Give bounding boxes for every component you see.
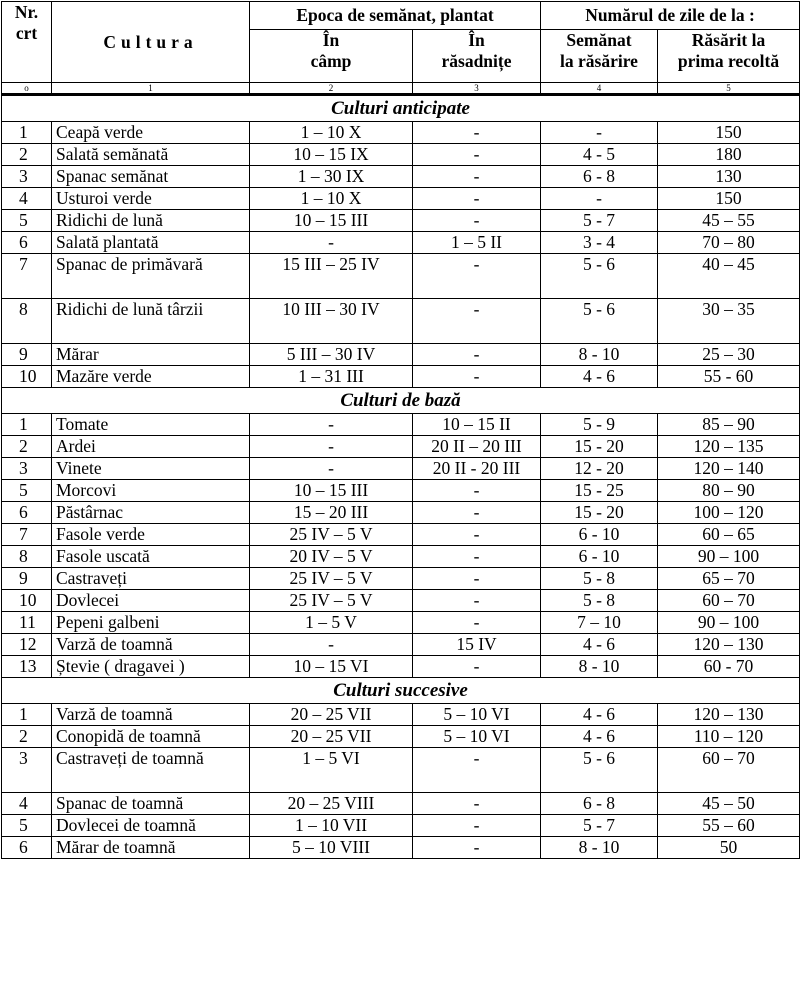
cell-semanat-rasarire: 5 - 7 bbox=[541, 210, 658, 232]
cell-nr: 10 bbox=[2, 590, 52, 612]
cell-rasarit-recolta: 45 – 50 bbox=[658, 793, 800, 815]
cell-in-camp: - bbox=[250, 414, 413, 436]
cell-nr: 5 bbox=[2, 210, 52, 232]
cell-semanat-rasarire: - bbox=[541, 188, 658, 210]
cell-cultura: Fasole uscată bbox=[52, 546, 250, 568]
table-row bbox=[2, 366, 800, 388]
cell-in-rasadnite: - bbox=[413, 815, 541, 837]
cell-rasarit-recolta: 50 bbox=[658, 837, 800, 859]
cell-rasarit-recolta: 85 – 90 bbox=[658, 414, 800, 436]
cell-rasarit-recolta: 55 – 60 bbox=[658, 815, 800, 837]
col-index: o bbox=[2, 83, 52, 95]
cell-cultura: Ceapă verde bbox=[52, 122, 250, 144]
cell-cultura: Varză de toamnă bbox=[52, 704, 250, 726]
cell-in-rasadnite: - bbox=[413, 546, 541, 568]
cell-nr: 1 bbox=[2, 704, 52, 726]
cell-in-camp: 25 IV – 5 V bbox=[250, 524, 413, 546]
table-row bbox=[2, 166, 800, 188]
table-row bbox=[2, 144, 800, 166]
cell-nr: 9 bbox=[2, 344, 52, 366]
cell-in-camp: 1 – 31 III bbox=[250, 366, 413, 388]
cell-rasarit-recolta: 120 – 135 bbox=[658, 436, 800, 458]
cell-in-camp: 1 – 10 VII bbox=[250, 815, 413, 837]
cell-in-camp: 1 – 30 IX bbox=[250, 166, 413, 188]
cell-nr: 10 bbox=[2, 366, 52, 388]
cell-in-camp: 10 – 15 IX bbox=[250, 144, 413, 166]
cell-in-rasadnite: - bbox=[413, 122, 541, 144]
cell-in-rasadnite: 15 IV bbox=[413, 634, 541, 656]
table-row bbox=[2, 210, 800, 232]
cell-nr: 6 bbox=[2, 837, 52, 859]
table-row bbox=[2, 612, 800, 634]
cell-semanat-rasarire: 7 – 10 bbox=[541, 612, 658, 634]
table-row bbox=[2, 524, 800, 546]
cell-rasarit-recolta: 120 – 130 bbox=[658, 634, 800, 656]
cell-nr: 5 bbox=[2, 815, 52, 837]
cell-in-camp: 20 – 25 VII bbox=[250, 704, 413, 726]
cell-in-camp: 1 – 5 VI bbox=[250, 748, 413, 793]
cell-nr: 1 bbox=[2, 122, 52, 144]
table-row bbox=[2, 748, 800, 793]
table-row bbox=[2, 546, 800, 568]
table-row bbox=[2, 436, 800, 458]
section-title: Culturi de bază bbox=[2, 388, 800, 414]
cell-in-camp: 20 – 25 VII bbox=[250, 726, 413, 748]
table-header bbox=[2, 2, 800, 95]
table-row bbox=[2, 414, 800, 436]
cell-in-camp: 10 – 15 III bbox=[250, 210, 413, 232]
header-semanat-rasarire: Semănat la răsărire bbox=[541, 30, 658, 83]
cell-in-rasadnite: 20 II – 20 III bbox=[413, 436, 541, 458]
cell-nr: 1 bbox=[2, 414, 52, 436]
cell-in-camp: 25 IV – 5 V bbox=[250, 590, 413, 612]
cell-cultura: Salată plantată bbox=[52, 232, 250, 254]
cell-cultura: Păstârnac bbox=[52, 502, 250, 524]
table-row bbox=[2, 502, 800, 524]
table-row bbox=[2, 590, 800, 612]
table-row bbox=[2, 704, 800, 726]
table-row bbox=[2, 837, 800, 859]
header-nr-crt: Nr. crt bbox=[2, 2, 52, 83]
cell-in-camp: 5 – 10 VIII bbox=[250, 837, 413, 859]
cell-in-rasadnite: - bbox=[413, 793, 541, 815]
cell-in-rasadnite: 1 – 5 II bbox=[413, 232, 541, 254]
cell-cultura: Salată semănată bbox=[52, 144, 250, 166]
cell-rasarit-recolta: 45 – 55 bbox=[658, 210, 800, 232]
cell-in-rasadnite: 5 – 10 VI bbox=[413, 704, 541, 726]
cell-semanat-rasarire: 15 - 20 bbox=[541, 502, 658, 524]
cell-nr: 12 bbox=[2, 634, 52, 656]
cell-cultura: Mărar bbox=[52, 344, 250, 366]
cell-in-rasadnite: - bbox=[413, 188, 541, 210]
section-title: Culturi anticipate bbox=[2, 95, 800, 122]
table-row bbox=[2, 793, 800, 815]
cell-nr: 7 bbox=[2, 524, 52, 546]
cell-in-camp: 25 IV – 5 V bbox=[250, 568, 413, 590]
cell-cultura: Ștevie ( dragavei ) bbox=[52, 656, 250, 678]
cell-rasarit-recolta: 90 – 100 bbox=[658, 546, 800, 568]
cell-in-camp: - bbox=[250, 458, 413, 480]
crop-calendar-table bbox=[1, 1, 800, 859]
cell-semanat-rasarire: 12 - 20 bbox=[541, 458, 658, 480]
cell-in-rasadnite: - bbox=[413, 480, 541, 502]
cell-semanat-rasarire: 5 - 9 bbox=[541, 414, 658, 436]
cell-in-rasadnite: 20 II - 20 III bbox=[413, 458, 541, 480]
cell-semanat-rasarire: 6 - 10 bbox=[541, 546, 658, 568]
cell-in-camp: 10 – 15 III bbox=[250, 480, 413, 502]
header-rasarit-recolta: Răsărit la prima recoltă bbox=[658, 30, 800, 83]
cell-nr: 2 bbox=[2, 726, 52, 748]
cell-rasarit-recolta: 65 – 70 bbox=[658, 568, 800, 590]
header-in-rasadnite: În răsadnițe bbox=[413, 30, 541, 83]
cell-semanat-rasarire: 3 - 4 bbox=[541, 232, 658, 254]
cell-rasarit-recolta: 30 – 35 bbox=[658, 299, 800, 344]
cell-rasarit-recolta: 60 – 70 bbox=[658, 748, 800, 793]
cell-in-camp: 10 – 15 VI bbox=[250, 656, 413, 678]
cell-cultura: Castraveți de toamnă bbox=[52, 748, 250, 793]
cell-cultura: Ardei bbox=[52, 436, 250, 458]
cell-cultura: Castraveți bbox=[52, 568, 250, 590]
table-row bbox=[2, 656, 800, 678]
cell-cultura: Pepeni galbeni bbox=[52, 612, 250, 634]
header-epoca-semanat: Epoca de semănat, plantat bbox=[250, 2, 541, 30]
cell-in-rasadnite: - bbox=[413, 748, 541, 793]
cell-cultura: Usturoi verde bbox=[52, 188, 250, 210]
cell-nr: 4 bbox=[2, 793, 52, 815]
cell-rasarit-recolta: 60 – 70 bbox=[658, 590, 800, 612]
cell-in-rasadnite: - bbox=[413, 656, 541, 678]
cell-in-camp: 20 IV – 5 V bbox=[250, 546, 413, 568]
cell-nr: 9 bbox=[2, 568, 52, 590]
cell-in-camp: 1 – 10 X bbox=[250, 188, 413, 210]
table-body bbox=[2, 95, 800, 859]
cell-semanat-rasarire: 6 - 10 bbox=[541, 524, 658, 546]
cell-rasarit-recolta: 100 – 120 bbox=[658, 502, 800, 524]
cell-in-rasadnite: - bbox=[413, 366, 541, 388]
table-row bbox=[2, 232, 800, 254]
cell-in-rasadnite: - bbox=[413, 524, 541, 546]
cell-in-rasadnite: - bbox=[413, 344, 541, 366]
cell-nr: 6 bbox=[2, 232, 52, 254]
cell-in-rasadnite: - bbox=[413, 568, 541, 590]
cell-in-rasadnite: - bbox=[413, 837, 541, 859]
cell-cultura: Mărar de toamnă bbox=[52, 837, 250, 859]
table-row bbox=[2, 122, 800, 144]
cell-rasarit-recolta: 150 bbox=[658, 122, 800, 144]
cell-in-rasadnite: - bbox=[413, 144, 541, 166]
cell-semanat-rasarire: 15 - 20 bbox=[541, 436, 658, 458]
cell-in-camp: - bbox=[250, 634, 413, 656]
cell-cultura: Spanac semănat bbox=[52, 166, 250, 188]
cell-nr: 2 bbox=[2, 436, 52, 458]
table-row bbox=[2, 188, 800, 210]
cell-nr: 7 bbox=[2, 254, 52, 299]
cell-in-camp: 1 – 10 X bbox=[250, 122, 413, 144]
cell-cultura: Fasole verde bbox=[52, 524, 250, 546]
cell-in-camp: 20 – 25 VIII bbox=[250, 793, 413, 815]
cell-in-camp: - bbox=[250, 232, 413, 254]
cell-semanat-rasarire: 15 - 25 bbox=[541, 480, 658, 502]
cell-cultura: Dovlecei de toamnă bbox=[52, 815, 250, 837]
cell-rasarit-recolta: 120 – 140 bbox=[658, 458, 800, 480]
cell-cultura: Ridichi de lună bbox=[52, 210, 250, 232]
col-index: 5 bbox=[658, 83, 800, 95]
cell-in-camp: 15 III – 25 IV bbox=[250, 254, 413, 299]
cell-nr: 3 bbox=[2, 748, 52, 793]
cell-semanat-rasarire: 8 - 10 bbox=[541, 656, 658, 678]
cell-rasarit-recolta: 25 – 30 bbox=[658, 344, 800, 366]
cell-nr: 8 bbox=[2, 546, 52, 568]
cell-rasarit-recolta: 120 – 130 bbox=[658, 704, 800, 726]
cell-in-camp: 10 III – 30 IV bbox=[250, 299, 413, 344]
cell-cultura: Vinete bbox=[52, 458, 250, 480]
cell-in-rasadnite: 10 – 15 II bbox=[413, 414, 541, 436]
table-row bbox=[2, 726, 800, 748]
cell-in-rasadnite: 5 – 10 VI bbox=[413, 726, 541, 748]
header-in-camp: În câmp bbox=[250, 30, 413, 83]
cell-cultura: Spanac de primăvară bbox=[52, 254, 250, 299]
col-index: 1 bbox=[52, 83, 250, 95]
cell-cultura: Spanac de toamnă bbox=[52, 793, 250, 815]
header-cultura: Cultura bbox=[52, 2, 250, 83]
section-title: Culturi succesive bbox=[2, 678, 800, 704]
cell-semanat-rasarire: 4 - 6 bbox=[541, 634, 658, 656]
cell-cultura: Dovlecei bbox=[52, 590, 250, 612]
col-index: 3 bbox=[413, 83, 541, 95]
col-index: 2 bbox=[250, 83, 413, 95]
cell-rasarit-recolta: 150 bbox=[658, 188, 800, 210]
cell-semanat-rasarire: 4 - 5 bbox=[541, 144, 658, 166]
cell-in-rasadnite: - bbox=[413, 210, 541, 232]
cell-rasarit-recolta: 180 bbox=[658, 144, 800, 166]
cell-semanat-rasarire: 5 - 6 bbox=[541, 299, 658, 344]
cell-nr: 13 bbox=[2, 656, 52, 678]
header-numar-zile: Numărul de zile de la : bbox=[541, 2, 800, 30]
cell-semanat-rasarire: 6 - 8 bbox=[541, 793, 658, 815]
cell-rasarit-recolta: 90 – 100 bbox=[658, 612, 800, 634]
cell-semanat-rasarire: 8 - 10 bbox=[541, 344, 658, 366]
table-row bbox=[2, 254, 800, 299]
cell-semanat-rasarire: 4 - 6 bbox=[541, 366, 658, 388]
cell-semanat-rasarire: 5 - 6 bbox=[541, 748, 658, 793]
cell-in-rasadnite: - bbox=[413, 166, 541, 188]
table-row bbox=[2, 299, 800, 344]
cell-cultura: Mazăre verde bbox=[52, 366, 250, 388]
cell-in-camp: - bbox=[250, 436, 413, 458]
table-row bbox=[2, 458, 800, 480]
table-row bbox=[2, 480, 800, 502]
cell-semanat-rasarire: - bbox=[541, 122, 658, 144]
col-index: 4 bbox=[541, 83, 658, 95]
cell-in-rasadnite: - bbox=[413, 254, 541, 299]
cell-in-camp: 1 – 5 V bbox=[250, 612, 413, 634]
cell-in-camp: 5 III – 30 IV bbox=[250, 344, 413, 366]
table-row bbox=[2, 634, 800, 656]
cell-nr: 3 bbox=[2, 458, 52, 480]
cell-nr: 4 bbox=[2, 188, 52, 210]
cell-rasarit-recolta: 80 – 90 bbox=[658, 480, 800, 502]
cell-cultura: Ridichi de lună târzii bbox=[52, 299, 250, 344]
table-row bbox=[2, 568, 800, 590]
cell-cultura: Varză de toamnă bbox=[52, 634, 250, 656]
cell-semanat-rasarire: 5 - 7 bbox=[541, 815, 658, 837]
cell-nr: 8 bbox=[2, 299, 52, 344]
cell-semanat-rasarire: 4 - 6 bbox=[541, 726, 658, 748]
cell-rasarit-recolta: 40 – 45 bbox=[658, 254, 800, 299]
cell-rasarit-recolta: 110 – 120 bbox=[658, 726, 800, 748]
cell-semanat-rasarire: 5 - 8 bbox=[541, 568, 658, 590]
cell-semanat-rasarire: 5 - 6 bbox=[541, 254, 658, 299]
cell-nr: 3 bbox=[2, 166, 52, 188]
cell-semanat-rasarire: 5 - 8 bbox=[541, 590, 658, 612]
cell-cultura: Conopidă de toamnă bbox=[52, 726, 250, 748]
cell-rasarit-recolta: 55 - 60 bbox=[658, 366, 800, 388]
cell-rasarit-recolta: 60 - 70 bbox=[658, 656, 800, 678]
cell-semanat-rasarire: 4 - 6 bbox=[541, 704, 658, 726]
cell-cultura: Morcovi bbox=[52, 480, 250, 502]
cell-in-rasadnite: - bbox=[413, 502, 541, 524]
cell-in-rasadnite: - bbox=[413, 612, 541, 634]
cell-cultura: Tomate bbox=[52, 414, 250, 436]
table-row bbox=[2, 815, 800, 837]
table-row bbox=[2, 344, 800, 366]
cell-nr: 6 bbox=[2, 502, 52, 524]
cell-rasarit-recolta: 60 – 65 bbox=[658, 524, 800, 546]
cell-nr: 11 bbox=[2, 612, 52, 634]
cell-semanat-rasarire: 6 - 8 bbox=[541, 166, 658, 188]
cell-semanat-rasarire: 8 - 10 bbox=[541, 837, 658, 859]
cell-in-rasadnite: - bbox=[413, 590, 541, 612]
cell-rasarit-recolta: 130 bbox=[658, 166, 800, 188]
cell-rasarit-recolta: 70 – 80 bbox=[658, 232, 800, 254]
cell-in-camp: 15 – 20 III bbox=[250, 502, 413, 524]
cell-nr: 2 bbox=[2, 144, 52, 166]
cell-nr: 5 bbox=[2, 480, 52, 502]
cell-in-rasadnite: - bbox=[413, 299, 541, 344]
